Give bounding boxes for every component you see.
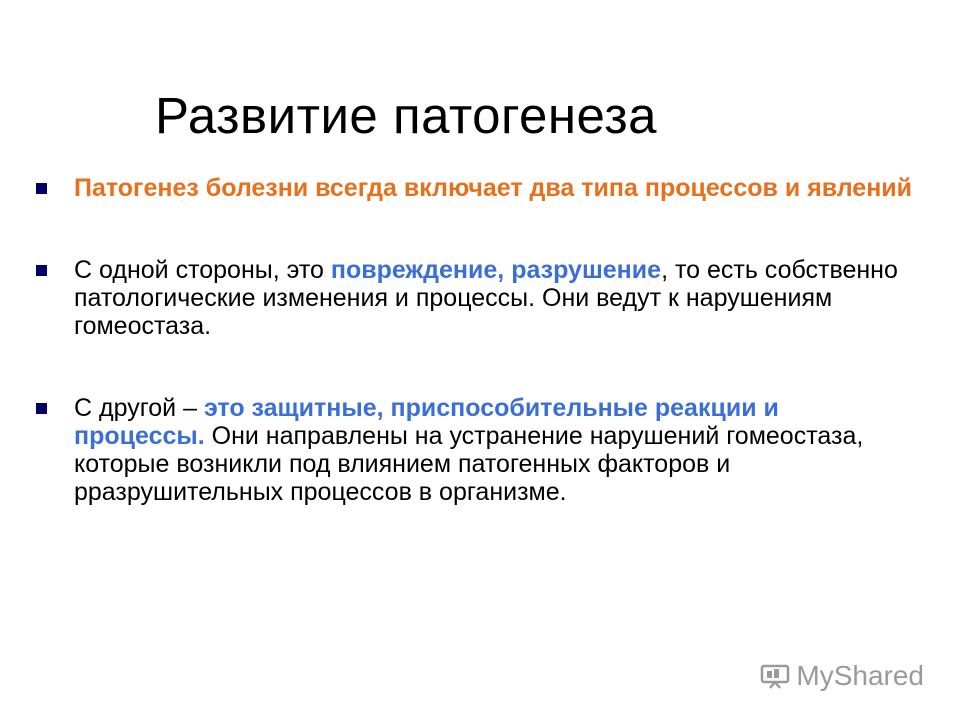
- bullet-item: [36, 256, 916, 340]
- bullet-text-segment: , то есть собственно патологические изменения и процессы. Они ведут к нарушениям гомеостаза.: [74, 256, 898, 340]
- square-bullet-icon: [36, 265, 47, 276]
- logo-text: MyShared: [796, 660, 924, 691]
- bullet-text-segment: Патогенез болезни всегда включает два типа процессов и явлений: [74, 174, 913, 202]
- bullet-text-segment: С другой –: [74, 394, 204, 422]
- bullet-item: [36, 174, 916, 202]
- bullet-text-segment: С одной стороны, это: [74, 256, 331, 284]
- bullet-text-segment: Они направлены на устранение нарушений гомеостаза, которые возникли под влиянием патогенных факторов и рразрушительных процессов в организме.: [74, 422, 864, 506]
- highlighted-term: это защитные, приспособительные реакции и процессы.: [74, 394, 779, 450]
- presentation-icon: [760, 663, 790, 689]
- square-bullet-icon: [36, 183, 47, 194]
- myshared-logo: [760, 660, 924, 692]
- slide-title: Развитие патогенеза: [155, 87, 657, 144]
- bullet-list: [36, 174, 916, 506]
- highlighted-term: повреждение, разрушение: [330, 256, 662, 284]
- bullet-item: [36, 394, 916, 506]
- square-bullet-icon: [36, 403, 47, 414]
